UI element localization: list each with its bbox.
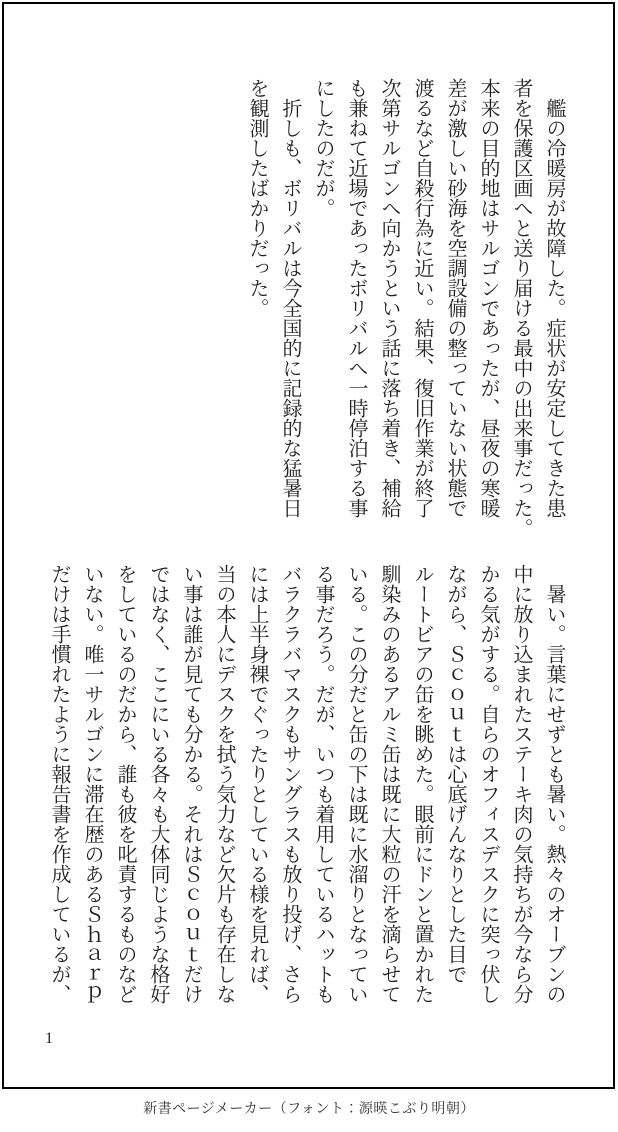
text-line: 本来の目的地はサルゴンであったが、昼夜の寒暖: [477, 78, 499, 518]
top-text-block: [240, 78, 570, 544]
text-line: 折しも、ボリバルは今全国的に記録的な猛暑日: [279, 78, 301, 518]
text-line: をしているのだから、誰も彼を叱責するものなど: [114, 564, 136, 1004]
text-line: 馴染みのあるアルミ缶は既に大粒の汗を滴らせて: [378, 564, 400, 1004]
text-line: かる気がする。自らのオフィスデスクに突っ伏し: [477, 564, 499, 1004]
text-line: い事は誰が見ても分かる。それはＳｃｏｕｔだけ: [180, 564, 202, 1004]
text-line: る事だろう。だが、いつも着用しているハットも: [312, 564, 334, 1004]
text-line: いない。唯一サルゴンに滞在歴のあるＳｈａｒｐ: [81, 564, 103, 1004]
text-line: にしたのだが。: [312, 78, 334, 218]
text-line: だけは手慣れたように報告書を作成しているが、: [48, 564, 70, 1004]
text-line: 暑い。言葉にせずとも暑い。熱々のオーブンの: [543, 564, 565, 1004]
text-line: も兼ねて近場であったボリバルへ一時停泊する事: [345, 78, 367, 518]
text-line: 者を保護区画へと送り届ける最中の出来事だった。: [510, 78, 532, 538]
text-line: バラクラバマスクもサングラスも放り投げ、さら: [279, 564, 301, 1004]
text-line: いる。この分だと缶の下は既に水溜りとなってい: [345, 564, 367, 1004]
text-line: 次第サルゴンへ向かうという話に落ち着き、補給: [378, 78, 400, 518]
bottom-text-block: [42, 564, 570, 1030]
text-line: 差が激しい砂海を空調設備の整っていない状態で: [444, 78, 466, 518]
text-line: を観測したばかりだった。: [246, 78, 268, 318]
text-line: 当の本人にデスクを拭う気力など欠片も存在しな: [213, 564, 235, 1004]
page-number: 1: [45, 1030, 53, 1047]
text-line: には上半身裸でぐったりとしている様を見れば、: [246, 564, 268, 1004]
text-line: 艦の冷暖房が故障した。症状が安定してきた患: [543, 78, 565, 518]
text-line: ながら、Ｓｃｏｕｔは心底げんなりとした目で: [444, 564, 466, 984]
text-line: 中に放り込まれたステーキ肉の気持ちが今なら分: [510, 564, 532, 1004]
text-line: ではなく、ここにいる各々も大体同じような格好: [147, 564, 169, 1004]
footer-caption: 新書ページメーカー（フォント：源暎こぶり明朝）: [143, 1102, 475, 1117]
text-line: 渡るなど自殺行為に近い。結果、復旧作業が終了: [411, 78, 433, 518]
text-line: ルートビアの缶を眺めた。眼前にドンと置かれた: [411, 564, 433, 1004]
page-border: [2, 2, 615, 1089]
